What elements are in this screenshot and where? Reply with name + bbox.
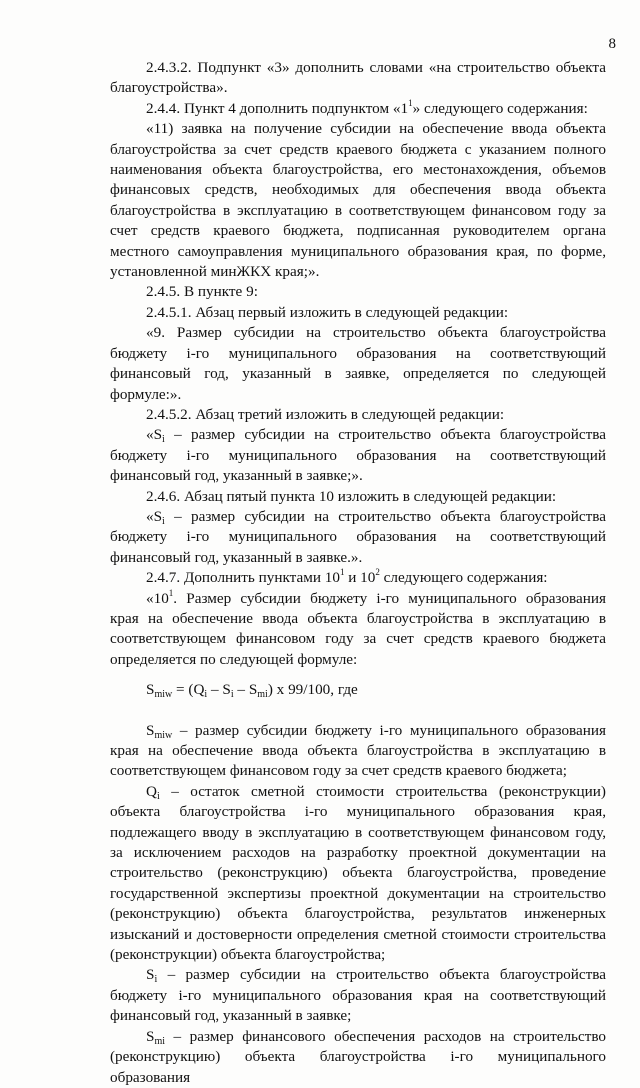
qi-definition: $Q_i$ – остаток сметной стоимости строительства (реконструкции) объекта благоустройства i-го муниципального образования края, подлежащего вводу в эксплуатацию в соответствующем финансовом году, за исключением расходов на разработку проектной документации на строительство (реконструкцию) объекта благоустройства, проведение государственной экспертизы проектной документации на строительство (реконструкцию) объекта благоустройства, результатов инженерных изысканий и достоверности определения сметной стоимости строительства (реконструкции) объекта благоустройства; [110,782,606,964]
paragraph-2-4-6: 2.4.6. Абзац пятый пункта 10 изложить в следующей редакции: [146,487,557,505]
subpoint-11-text: «11) заявка на получение субсидии на обеспечение ввода объекта благоустройства за счет средств краевого бюджета с указанием полного наименования объекта благоустройства, его местонахождения, объемов финансовых средств, необходимых для обеспечения ввода объекта благоустройства в эксплуатацию в соответствующем финансовом году за счет средств краевого бюджета, подписанная руководителем органа местного самоуправления муниципального образования края, по форме, установленной минЖКХ края;». [110,120,606,281]
smiw-definition: $S_{miw}$ – размер субсидии бюджету i-го муниципального образования края на обеспечение ввода объекта благоустройства в эксплуатацию в соответствующем финансовом году за счет средств краевого бюджета; [110,721,606,780]
smi-definition: $S_{mi}$ – размер финансового обеспечения расходов на строительство (реконструкцию) объекта благоустройства i-го муниципального образования [110,1027,606,1086]
paragraph-2-4-5-1: 2.4.5.1. Абзац первый изложить в следующей редакции: [146,303,509,321]
subsidy-formula: $S_{miw} = (Q_i - S_i - S_{mi})$ x 99/100, где [146,681,358,701]
point-9-text: «9. Размер субсидии на строительство объекта благоустройства бюджету i-го муниципального образования на соответствующий финансовый год, указанный в заявке, определяется по следующей формуле:». [110,324,606,403]
si-definition-3: $S_i$ – размер субсидии на строительство объекта благоустройства бюджету i-го муниципального образования края на соответствующий финансовый год, указанный в заявке; [110,966,606,1025]
document-body [110,58,606,1088]
paragraph-2-4-4: 2.4.4. Пункт 4 дополнить подпунктом «$1^1$» следующего содержания: [146,97,588,117]
si-definition-2: «$S_i$ – размер субсидии на строительство объекта благоустройства бюджету i-го муниципального образования на соответствующий финансовый год, указанный в заявке.». [110,507,606,566]
paragraph-2-4-5-2: 2.4.5.2. Абзац третий изложить в следующей редакции: [146,405,505,423]
paragraph-2-4-5: 2.4.5. В пункте 9: [146,283,258,301]
si-definition-1: «$S_i$ – размер субсидии на строительство объекта благоустройства бюджету i-го муниципального образования на соответствующий финансовый год, указанный в заявке;». [110,426,606,485]
paragraph-2-4-3-2: 2.4.3.2. Подпункт «3» дополнить словами «на строительство объекта благоустройства». [110,59,606,97]
page-number: 8 [608,36,616,52]
paragraph-2-4-7: 2.4.7. Дополнить пунктами $10^1$ и $10^2$ следующего содержания: [146,567,548,587]
point-10-1-text: «$10^1$. Размер субсидии бюджету i-го муниципального образования края на обеспечение ввода объекта благоустройства в эксплуатацию в соответствующем финансовом году за счет средств краевого бюджета определяется по следующей формуле: [110,587,606,668]
